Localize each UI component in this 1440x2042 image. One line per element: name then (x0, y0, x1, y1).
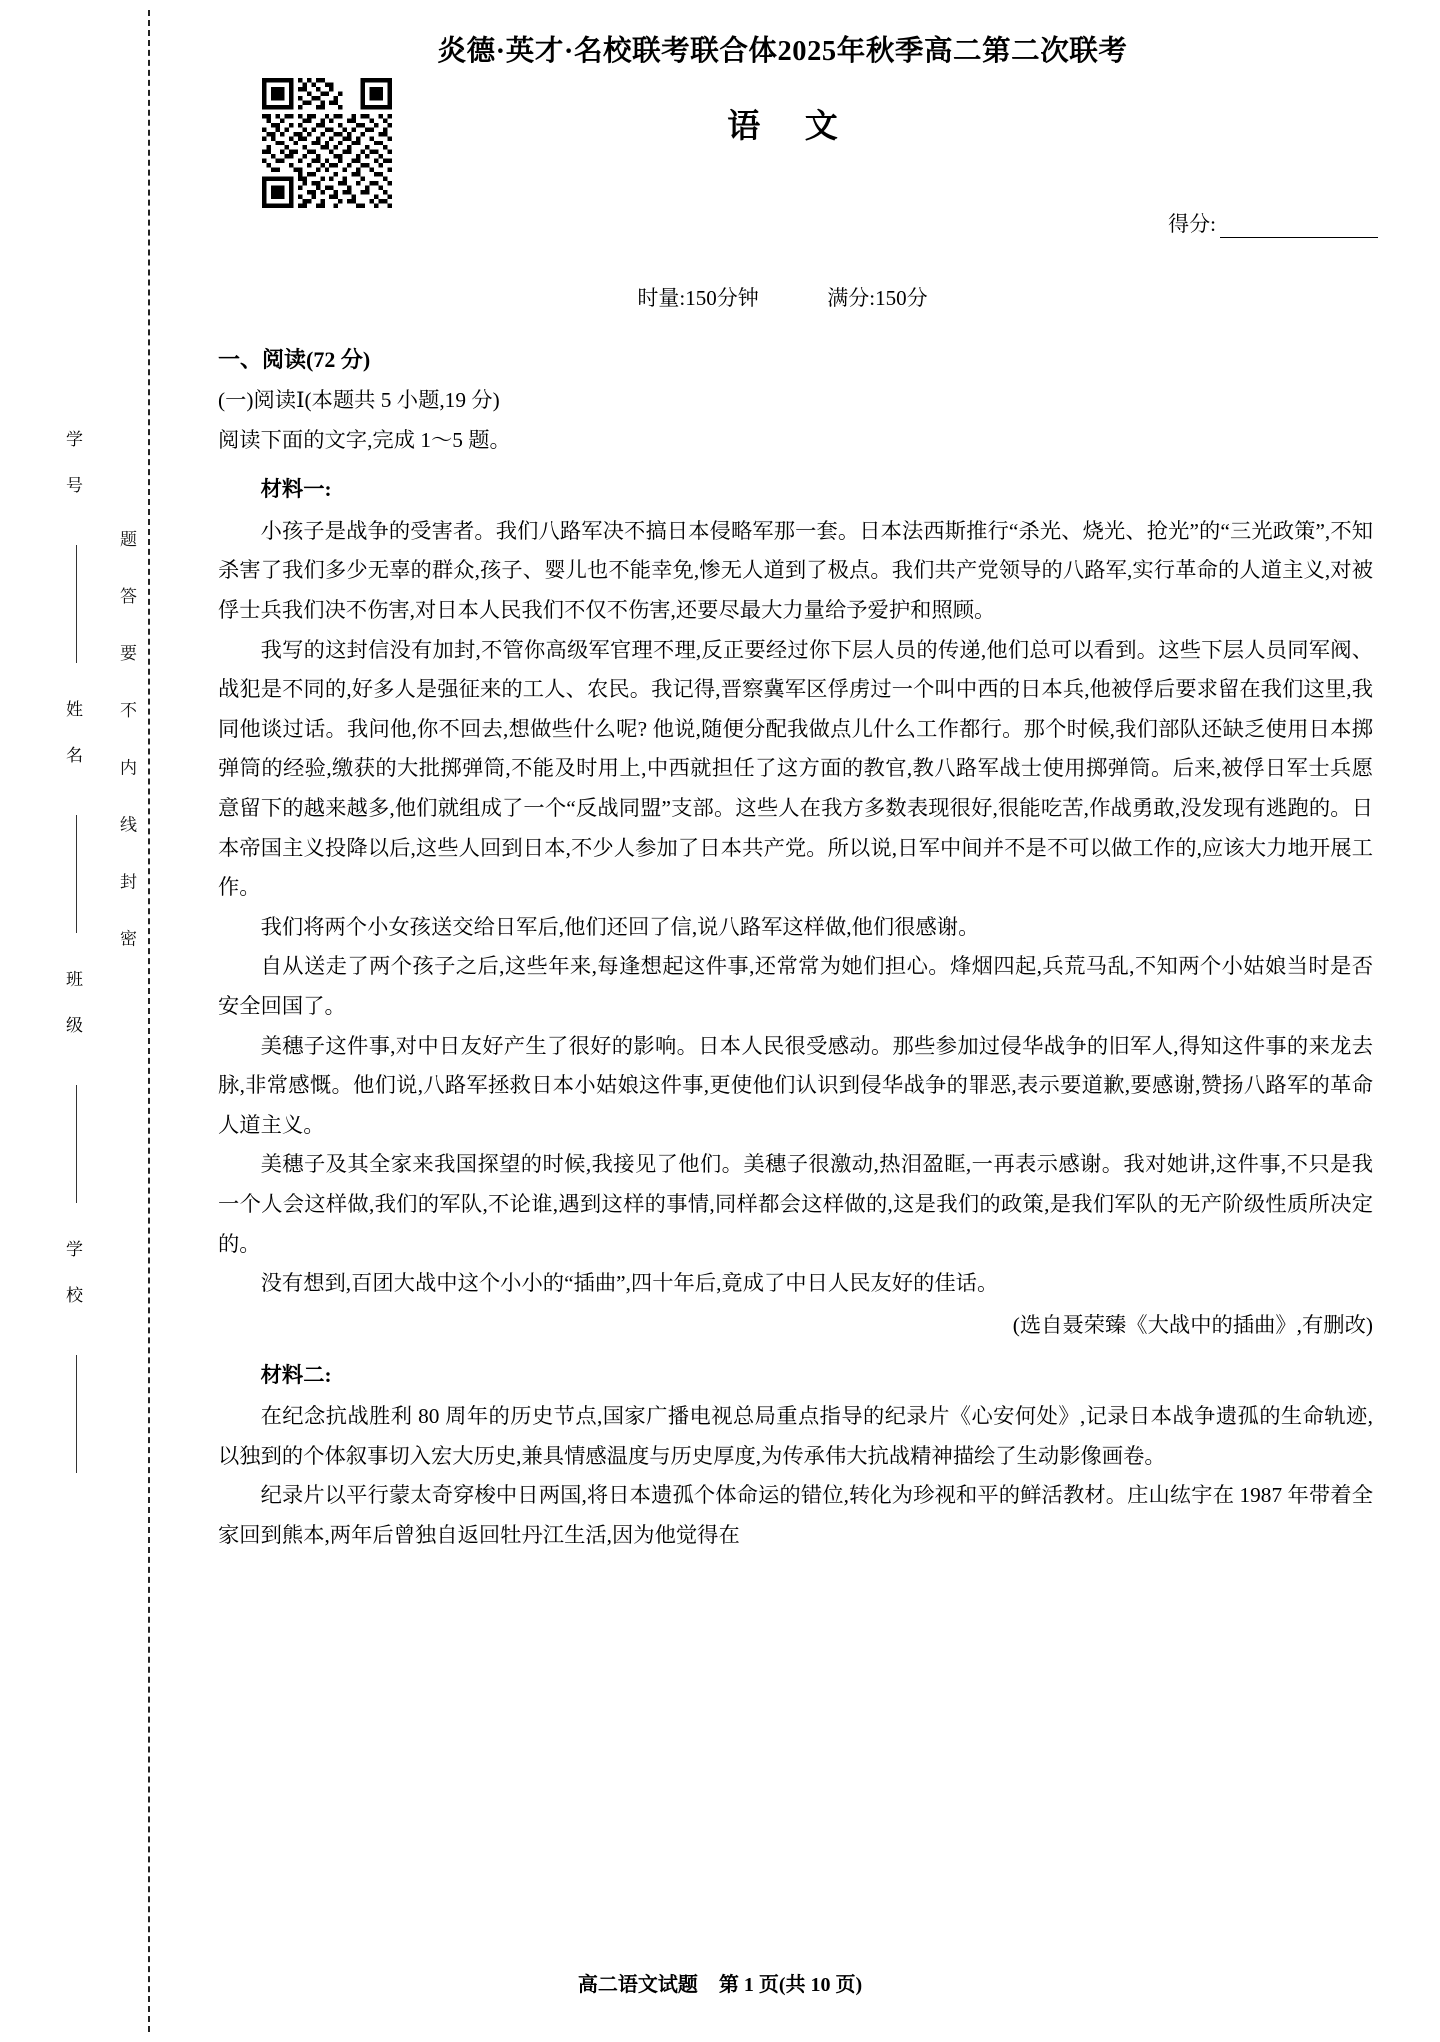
dashed-fold-line (148, 10, 150, 2032)
material-1-paragraph-5: 美穗子这件事,对中日友好产生了很好的影响。日本人民很受感动。那些参加过侵华战争的旧军人,得知这件事的来龙去脉,非常感慨。他们说,八路军拯救日本小姑娘这件事,更使他们认识到侵华战争的罪恶,表示要道歉,要感谢,赞扬八路军的革命人道主义。 (218, 1033, 1373, 1137)
page-title: 炎德·英才·名校联考联合体2025年秋季高二第二次联考 (437, 36, 1128, 67)
footer-title: 高二语文试题 (577, 1974, 698, 1996)
exam-content (218, 340, 1373, 1556)
binding-field-school-rule (76, 1355, 77, 1473)
score-field (1168, 208, 1378, 238)
material-1-paragraph-4: 自从送走了两个孩子之后,这些年来,每逢想起这件事,还常常为她们担心。烽烟四起,兵荒马乱,不知两个小姑娘当时是否安全回国了。 (218, 954, 1373, 1019)
binding-field-student-id-rule (76, 545, 77, 663)
footer-page-number: 第 1 页(共 10 页) (718, 1974, 863, 1996)
binding-field-class: 班 级 (63, 970, 82, 1039)
material-2-paragraph-2: 纪录片以平行蒙太奇穿梭中日两国,将日本遗孤个体命运的错位,转化为珍视和平的鲜活教材。庄山纮宇在 1987 年带着全家回到熊本,两年后曾独自返回牡丹江生活,因为他觉得在 (218, 1483, 1373, 1547)
section-heading-1: 一、阅读(72 分) (218, 347, 371, 372)
binding-field-school: 学 校 (63, 1240, 82, 1309)
material-1-paragraph-3: 我们将两个小女孩送交给日军后,他们还回了信,说八路军这样做,他们很感谢。 (260, 914, 980, 939)
binding-field-student-id: 学 号 (63, 430, 82, 499)
material-1-paragraph-7: 没有想到,百团大战中这个小小的“插曲”,四十年后,竟成了中日人民友好的佳话。 (260, 1271, 999, 1296)
time-limit: 时量:150分钟 (637, 286, 759, 310)
material-1-paragraph-1: 小孩子是战争的受害者。我们八路军决不搞日本侵略军那一套。日本法西斯推行“杀光、烧光、抢光”的“三光政策”,不知杀害了我们多少无辜的群众,孩子、婴儿也不能幸免,惨无人道到了极点。我们共产党领导的八路军,实行革命的人道主义,对被俘士兵我们决不伤害,对日本人民我们不仅不伤害,还要尽最大力量给予爱护和照顾。 (218, 518, 1373, 622)
page-footer (0, 1968, 1440, 1997)
binding-field-class-rule (76, 1085, 77, 1203)
material-1-label: 材料一: (260, 477, 332, 502)
score-label: 得分: (1168, 212, 1216, 236)
exam-meta (195, 282, 1370, 312)
material-1-paragraph-6: 美穗子及其全家来我国探望的时候,我接见了他们。美穗子很激动,热泪盈眶,一再表示感谢。我对她讲,这件事,不只是我一个人会这样做,我们的军队,不论谁,遇到这样的事情,同样都会这样做的,这是我们的政策,是我们军队的无产阶级性质所决定的。 (218, 1152, 1373, 1256)
material-2-label: 材料二: (260, 1362, 332, 1387)
material-1-source: (选自聂荣臻《大战中的插曲》,有删改) (1012, 1312, 1373, 1337)
binding-strip (52, 0, 192, 2042)
full-score: 满分:150分 (827, 286, 928, 310)
material-2-paragraph-1: 在纪念抗战胜利 80 周年的历史节点,国家广播电视总局重点指导的纪录片《心安何处》,记录日本战争遗孤的生命轨迹,以独到的个体叙事切入宏大历史,兼具情感温度与历史厚度,为传承伟大抗战精神描绘了生动影像画卷。 (218, 1404, 1373, 1468)
score-blank-line (1220, 217, 1378, 238)
binding-field-name-rule (76, 815, 77, 933)
part-heading-1: (一)阅读Ⅰ(本题共 5 小题,19 分) (218, 387, 500, 412)
instruction-1: 阅读下面的文字,完成 1～5 题。 (218, 427, 511, 452)
binding-inner-text: 题 答 要 不 内 线 封 密 (117, 530, 136, 958)
material-1-paragraph-2: 我写的这封信没有加封,不管你高级军官理不理,反正要经过你下层人员的传递,他们总可以看到。这些下层人员同军阀、战犯是不同的,好多人是强征来的工人、农民。我记得,晋察冀军区俘虏过一个叫中西的日本兵,他被俘后要求留在我们这里,我同他谈过话。我问他,你不回去,想做些什么呢? 他说,随便分配我做点儿什么工作都行。那个时候,我们部队还缺乏使用日本掷弹筒的经验,缴获的大批掷弹筒,不能及时用上,中西就担任了这方面的教官,教八路军战士使用掷弹筒。后来,被俘日军士兵愿意留下的越来越多,他们就组成了一个“反战同盟”支部。这些人在我方多数表现很好,很能吃苦,作战勇敢,没发现有逃跑的。日本帝国主义投降以后,这些人回到日本,不少人参加了日本共产党。所以说,日军中间并不是不可以做工作的,应该大力地开展工作。 (218, 637, 1373, 900)
subject-title: 语 文 (727, 109, 856, 145)
binding-field-name: 姓 名 (63, 700, 82, 769)
